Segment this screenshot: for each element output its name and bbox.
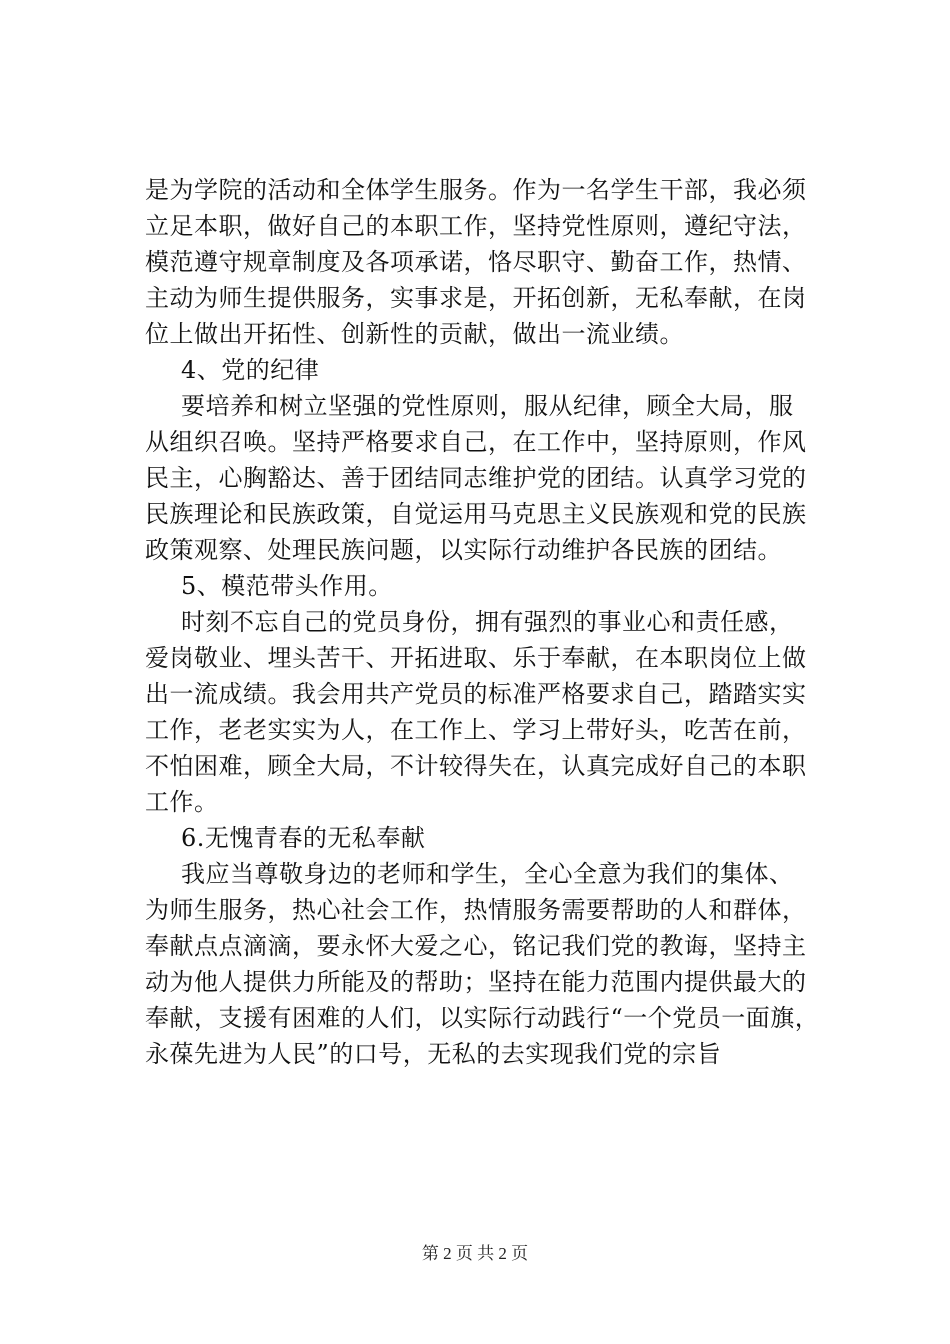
text-line: 永葆先进为人民”的口号，无私的去实现我们党的宗旨 <box>145 1040 722 1068</box>
text-line: 爱岗敬业、埋头苦干、开拓进取、乐于奉献，在本职岗位上做 <box>145 644 807 672</box>
text-line: 从组织召唤。坚持严格要求自己，在工作中，坚持原则，作风 <box>145 428 807 456</box>
text-line: 主动为师生提供服务，实事求是，开拓创新，无私奉献，在岗 <box>145 284 807 312</box>
text-line: 是为学院的活动和全体学生服务。作为一名学生干部，我必须 <box>145 176 807 204</box>
page-footer <box>0 1243 950 1265</box>
section-heading: 4、党的纪律 <box>181 356 320 384</box>
text-line: 奉献，支援有困难的人们，以实际行动践行“一个党员一面旗， <box>145 1004 820 1032</box>
text-line: 模范遵守规章制度及各项承诺，恪尽职守、勤奋工作，热情、 <box>145 248 807 276</box>
text-line: 不怕困难，顾全大局，不计较得失在，认真完成好自己的本职 <box>145 752 807 780</box>
text-line: 出一流成绩。我会用共产党员的标准严格要求自己，踏踏实实 <box>145 680 807 708</box>
document-body <box>145 172 845 1072</box>
section-heading: 6.无愧青春的无私奉献 <box>181 824 426 852</box>
text-line: 时刻不忘自己的党员身份，拥有强烈的事业心和责任感， <box>181 608 794 636</box>
text-line: 位上做出开拓性、创新性的贡献，做出一流业绩。 <box>145 320 684 348</box>
text-line: 民主，心胸豁达、善于团结同志维护党的团结。认真学习党的 <box>145 464 807 492</box>
text-line: 工作。 <box>145 788 219 816</box>
text-line: 动为他人提供力所能及的帮助；坚持在能力范围内提供最大的 <box>145 968 807 996</box>
text-line: 政策观察、处理民族问题，以实际行动维护各民族的团结。 <box>145 536 782 564</box>
section-heading: 5、模范带头作用。 <box>181 572 393 600</box>
text-line: 奉献点点滴滴，要永怀大爱之心，铭记我们党的教诲，坚持主 <box>145 932 807 960</box>
text-line: 民族理论和民族政策，自觉运用马克思主义民族观和党的民族 <box>145 500 807 528</box>
text-line: 为师生服务，热心社会工作，热情服务需要帮助的人和群体， <box>145 896 807 924</box>
text-line: 工作，老老实实为人，在工作上、学习上带好头，吃苦在前， <box>145 716 807 744</box>
text-line: 我应当尊敬身边的老师和学生，全心全意为我们的集体、 <box>181 860 794 888</box>
text-line: 立足本职，做好自己的本职工作，坚持党性原则，遵纪守法， <box>145 212 807 240</box>
text-line: 要培养和树立坚强的党性原则，服从纪律，顾全大局，服 <box>181 392 794 420</box>
page-number-label: 第 2 页 共 2 页 <box>421 1244 529 1263</box>
